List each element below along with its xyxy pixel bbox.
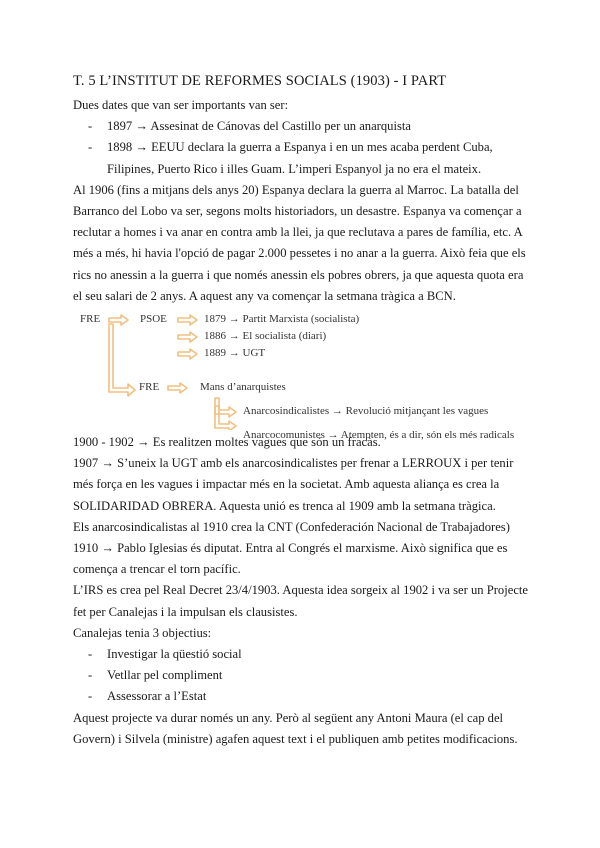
mans-label: Mans d’anarquistes [200, 381, 286, 393]
dates-list [73, 116, 533, 180]
list-item-text: Vetllar pel compliment [107, 668, 223, 683]
dash-bullet-icon: - [88, 647, 93, 662]
anarq-item-label: Anarcocomunistes → Atempten, és a dir, són els més radicals [243, 429, 515, 441]
list-item [73, 665, 533, 686]
dash-bullet-icon: - [88, 119, 93, 134]
body-paragraph: 1910 → Pablo Iglesias és diputat. Entra al Congrés el marxisme. Això significa que es comença a trencar el torn pacífic. [73, 541, 508, 577]
body-paragraph: Aquest projecte va durar només un any. Però al següent any Antoni Maura (el cap del Govern) i Silvela (ministre) agafen aquest text i el publiquen amb petites modificacions. [73, 710, 518, 746]
psoe-label: PSOE [140, 313, 167, 325]
organizations-diagram [73, 306, 533, 441]
body-section [73, 432, 533, 750]
arrow-psoe-item2-icon [178, 332, 197, 342]
psoe-item-label: 1889 → UGT [204, 347, 266, 359]
arrow-mans-sind-icon [215, 398, 236, 417]
list-item [73, 137, 533, 179]
arrow-psoe-item3-icon [178, 349, 197, 359]
arrow-fre-down-icon [109, 324, 135, 396]
psoe-item-label: 1879 → Partit Marxista (socialista) [204, 313, 360, 325]
dash-bullet-icon: - [88, 140, 93, 155]
body-paragraph: 1900 - 1902 → Es realitzen moltes vagues que són un fracàs. [73, 435, 381, 449]
objectives-list [73, 644, 533, 708]
intro-section [73, 95, 533, 307]
body-paragraph: L’IRS es crea pel Real Decret 23/4/1903. Aquesta idea sorgeix al 1902 i va ser un Projecte fet per Canalejas i la impulsan els clausistes. [73, 583, 528, 619]
page-title: T. 5 L’INSTITUT DE REFORMES SOCIALS (1903) - I PART [73, 73, 447, 89]
arrow-psoe-item1-icon [178, 315, 197, 325]
dash-bullet-icon: - [88, 689, 93, 704]
intro-lead: Dues dates que van ser importants van ser: [73, 98, 289, 112]
psoe-item-label: 1886 → El socialista (diari) [204, 330, 327, 342]
fre-label: FRE [80, 313, 101, 325]
body-paragraph: Canalejas tenia 3 objectius: [73, 625, 212, 640]
body-paragraph: 1907 → S’uneix la UGT amb els anarcosindicalistes per frenar a LERROUX i per tenir més força en les vagues i impactar més en la societat. Amb aquesta aliança es crea la SOLIDARIDAD OBRERA. Aquesta unió es trenca al 1909 amb la setmana tràgica. [73, 456, 514, 513]
list-item [73, 116, 533, 137]
arrow-fre-mans-icon [168, 383, 187, 393]
body-paragraph: Els anarcosindicalistas al 1910 crea la CNT (Confederación Nacional de Trabajadores) [73, 519, 510, 534]
list-item [73, 644, 533, 665]
list-item [73, 686, 533, 707]
list-item-text: 1897 → Assesinat de Cánovas del Castillo per un anarquista [107, 119, 411, 134]
fre2-label: FRE [139, 381, 160, 393]
anarq-item-label: Anarcosindicalistes → Revolució mitjançant les vagues [243, 405, 489, 417]
intro-paragraph: Al 1906 (fins a mitjans dels anys 20) Espanya declara la guerra al Marroc. La batalla del Barranco del Lobo va ser, segons molts historiadors, un desastre. Espanya va començar a reclutar a homes i va anar en contra amb la llei, ja que reclutava a pares de família, etc. A més a més, hi havia l'opció de pagar 2.000 pessetes i no anar a la guerra. Això feia que els rics no anessin a la guerra i que només anessin els pobres obrers, ja que aquesta quota era el seu salari de 2 anys. A aquest any va començar la setmana tràgica a BCN. [73, 182, 526, 303]
list-item-text: 1898 → EEUU declara la guerra a Espanya i en un mes acaba perdent Cuba, Filipines, Puerto Rico i illes Guam. L’imperi Espanyol ja no era el mateix. [107, 140, 493, 176]
list-item-text: Investigar la qüestió social [107, 647, 242, 662]
list-item-text: Assessorar a l’Estat [107, 689, 207, 704]
dash-bullet-icon: - [88, 668, 93, 683]
